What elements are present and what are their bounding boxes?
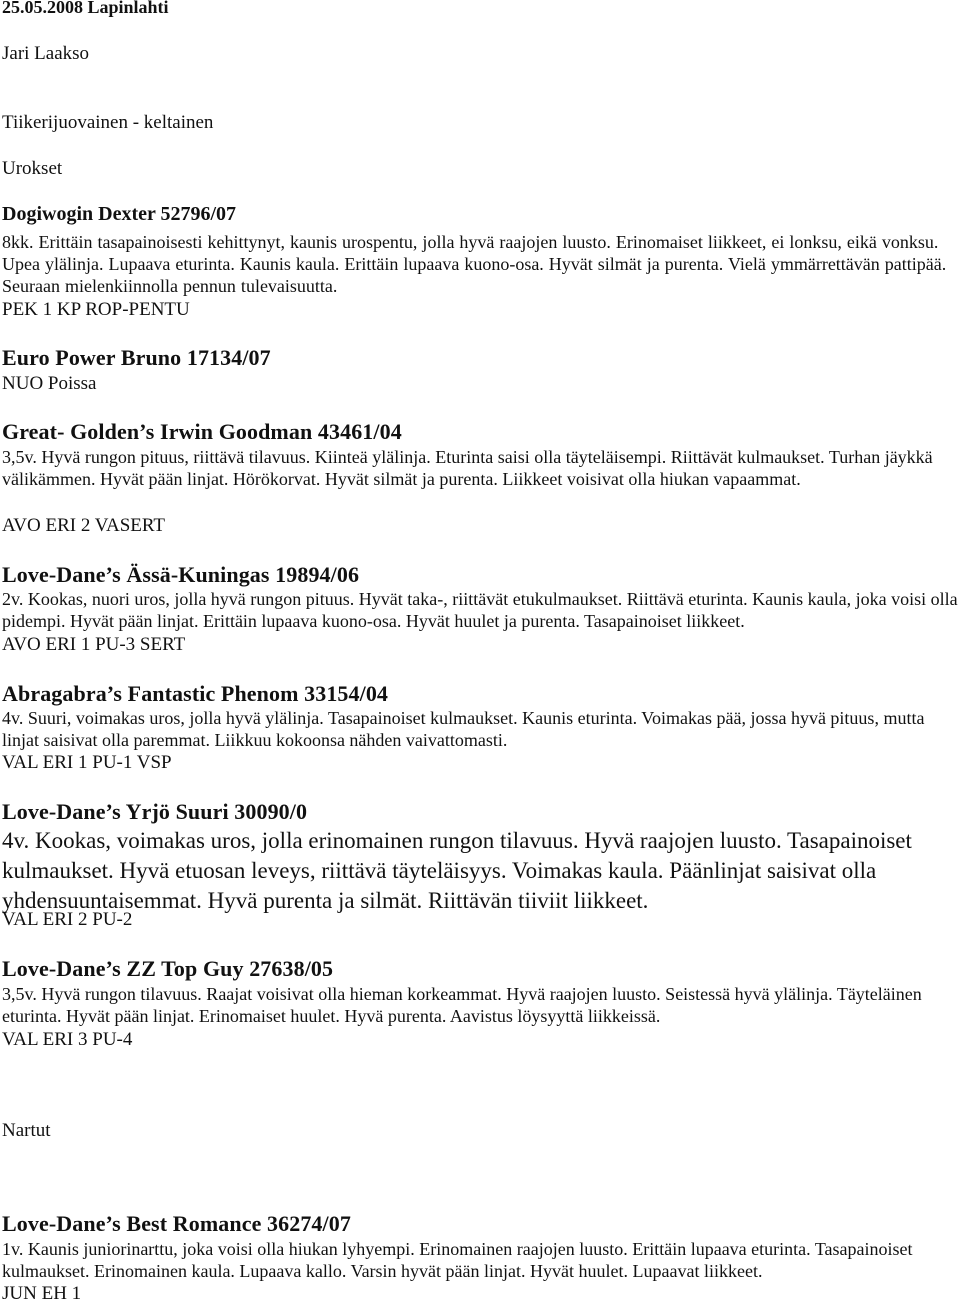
dog-name: Love-Dane’s ZZ Top Guy 27638/05 bbox=[2, 956, 334, 981]
class-heading-males: Urokset bbox=[2, 158, 63, 179]
dog-critique: 4v. Kookas, voimakas uros, jolla erinomainen rungon tilavuus. Hyvä raajojen luusto. Tasapainoiset kulmaukset. Hyvä etuosan leveys, riittävä täyteläisyys. Voimakas kaula. Päänlinjat saisivat olla yhdensuuntaisemmat. Hyvä purenta ja silmät. Riittävän tiiviit liikkeet. bbox=[2, 828, 912, 913]
judge-name: Jari Laakso bbox=[2, 43, 90, 64]
dog-result: VAL ERI 2 PU-2 bbox=[2, 909, 133, 930]
dog-name: Love-Dane’s Best Romance 36274/07 bbox=[2, 1211, 351, 1236]
dog-name: Dogiwogin Dexter 52796/07 bbox=[2, 203, 237, 225]
dog-name: Love-Dane’s Ässä-Kuningas 19894/06 bbox=[2, 562, 360, 587]
dog-name: Great- Golden’s Irwin Goodman 43461/04 bbox=[2, 419, 402, 444]
dog-result: VAL ERI 1 PU-1 VSP bbox=[2, 752, 172, 773]
dog-result: JUN EH 1 bbox=[2, 1283, 82, 1304]
event-date-place: 25.05.2008 Lapinlahti bbox=[2, 0, 169, 17]
dog-critique: 3,5v. Hyvä rungon tilavuus. Raajat voisivat olla hieman korkeammat. Hyvä raajojen luusto. Seistessä hyvä ylälinja. Täyteläinen eturinta. Hyvät pään linjat. Erinomaiset huulet. Hyvä purenta. Aavistus löysyyttä liikkeissä. bbox=[2, 984, 922, 1026]
breed-variety: Tiikerijuovainen - keltainen bbox=[2, 112, 214, 133]
dog-result: PEK 1 KP ROP-PENTU bbox=[2, 299, 190, 320]
dog-critique: 4v. Suuri, voimakas uros, jolla hyvä ylälinja. Tasapainoiset kulmaukset. Kaunis eturinta. Voimakas pää, jossa hyvä pituus, mutta linjat saisivat olla paremmat. Liikkuu kokoonsa nähden vaivattomasti. bbox=[2, 708, 925, 750]
dog-critique: 3,5v. Hyvä rungon pituus, riittävä tilavuus. Kiinteä ylälinja. Eturinta saisi olla täyteläisempi. Riittävät kulmaukset. Turhan jäykkä välikämmen. Hyvät pään linjat. Hörökorvat. Hyvät silmät ja purenta. Liikkeet voisivat olla hiukan vapaammat. bbox=[2, 447, 933, 489]
dog-critique: 2v. Kookas, nuori uros, jolla hyvä rungon pituus. Hyvät taka-, riittävät etukulmaukset. Riittävä eturinta. Kaunis kaula, joka voisi olla pidempi. Hyvät pään linjat. Erittäin lupaava kuono-osa. Hyvät huulet ja purenta. Tasapainoiset liikkeet. bbox=[2, 589, 958, 631]
dog-name: Love-Dane’s Yrjö Suuri 30090/0 bbox=[2, 799, 308, 824]
class-heading-females: Nartut bbox=[2, 1120, 51, 1141]
dog-result: AVO ERI 1 PU-3 SERT bbox=[2, 634, 186, 655]
dog-name: Euro Power Bruno 17134/07 bbox=[2, 345, 271, 370]
dog-critique: 1v. Kaunis juniorinarttu, joka voisi olla hiukan lyhyempi. Erinomainen raajojen luusto. Erittäin lupaava eturinta. Tasapainoiset kulmaukset. Erinomainen kaula. Lupaava kallo. Varsin hyvät pään linjat. Hyvät huulet. Lupaavat liikkeet. bbox=[2, 1239, 913, 1281]
dog-result: VAL ERI 3 PU-4 bbox=[2, 1029, 133, 1050]
dog-result: AVO ERI 2 VASERT bbox=[2, 515, 166, 536]
dog-critique: 8kk. Erittäin tasapainoisesti kehittynyt, kaunis urospentu, jolla hyvä raajojen luusto. Erinomaiset liikkeet, ei lonksu, eikä vonksu. Upea ylälinja. Lupaava eturinta. Kaunis kaula. Erittäin lupaava kuono-osa. Hyvät silmät ja purenta. Vielä ymmärrettävän pattipää. Seuraan mielenkiinnolla pennun tulevaisuutta. bbox=[2, 232, 947, 296]
dog-name: Abragabra’s Fantastic Phenom 33154/04 bbox=[2, 681, 389, 706]
dog-result: NUO Poissa bbox=[2, 373, 97, 394]
